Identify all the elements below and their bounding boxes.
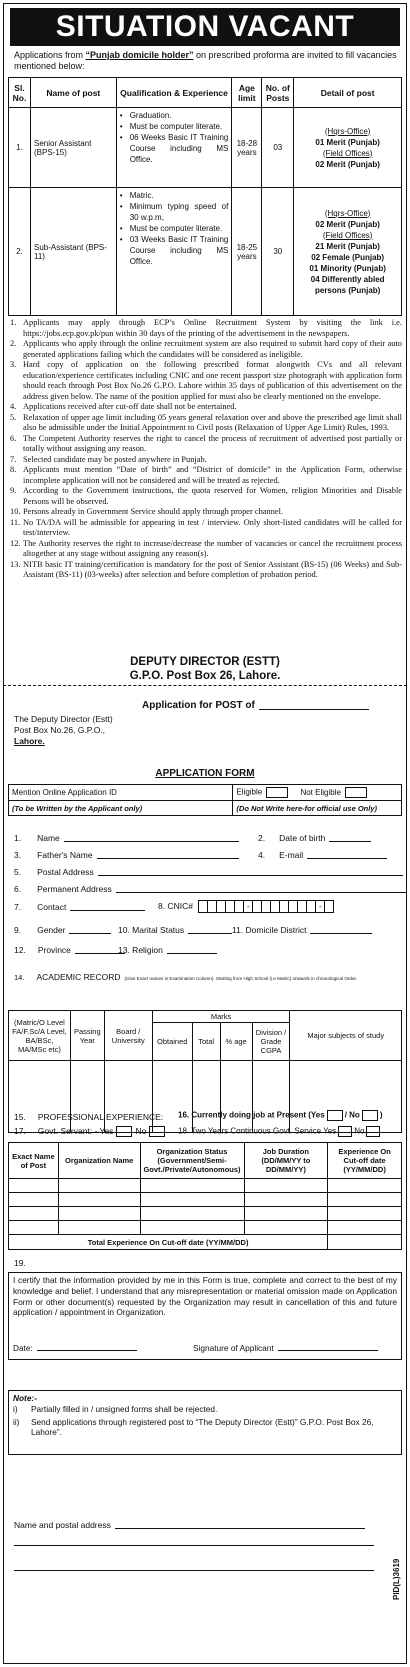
note-number: 9. — [10, 486, 17, 495]
note-item — [10, 434, 402, 455]
note-text: Send applications through registered post to “The Deputy Director (Estt)” G.P.O. Post Box 26, Lahore”. — [31, 1416, 374, 1438]
note-item — [10, 318, 402, 339]
note-item — [10, 360, 402, 402]
field-num: 2. — [258, 833, 266, 843]
field-academic — [14, 972, 357, 982]
field-two-years — [178, 1126, 382, 1137]
note-number: 13. — [10, 559, 21, 569]
signatory-address: G.P.O. Post Box 26, Lahore. — [129, 670, 281, 682]
name-input-line[interactable] — [64, 841, 239, 842]
field-label: PROFESSIONAL EXPERIENCE: — [37, 1112, 164, 1122]
header-age: Age limit — [232, 78, 262, 108]
note-number: 8. — [10, 465, 17, 474]
cell-sl: 2. — [9, 188, 31, 316]
academic-note: (Give Exact names in Examination Column). Starting from High School (i.e Matric) onwards in chronological Order. — [124, 976, 358, 981]
certification-box — [8, 1272, 402, 1360]
application-for-label: Application for POST of — [142, 700, 255, 711]
vacancy-header-row — [9, 78, 402, 108]
address-line-extra[interactable] — [14, 1570, 374, 1571]
acad-h-obt: Obtained — [152, 1023, 192, 1061]
two-years-no-label: No — [354, 1126, 365, 1136]
exp-entry-row[interactable] — [9, 1179, 402, 1193]
govt-yes-box[interactable] — [116, 1126, 132, 1137]
online-id-label: Mention Online Application ID — [12, 788, 117, 797]
field-num: 15. — [14, 1112, 26, 1122]
cell-post: Senior Assistant (BPS-15) — [30, 108, 116, 188]
note-number: 11. — [10, 517, 21, 527]
experience-table — [8, 1142, 402, 1250]
field-19: 19. — [14, 1258, 26, 1268]
applicant-note: (To be Written by the Applicant only) — [9, 801, 233, 816]
acad-h-year: Passing Year — [70, 1011, 104, 1061]
cell-qual — [116, 188, 232, 316]
exp-h-org: Organization Name — [58, 1143, 140, 1179]
field-province — [14, 945, 125, 955]
notes-list — [10, 318, 402, 581]
note-text: Persons already in Government Service should apply through proper channel. — [23, 507, 284, 516]
field-num: 1. — [14, 833, 22, 843]
date-label: Date: — [13, 1343, 33, 1353]
detail-line: 04 Differently abled persons (Punjab) — [310, 274, 385, 295]
note-number: 10. — [10, 507, 21, 516]
acad-h-total: Total — [192, 1023, 220, 1061]
address-line-1: The Deputy Director (Estt) — [14, 714, 113, 724]
qual-item: • 06 Weeks Basic IT Training Course including MS Office. — [120, 132, 229, 165]
qual-item: • Must be computer literate. — [120, 121, 229, 132]
note-number: 4. — [10, 402, 17, 411]
field-label: 8. CNIC# — [158, 900, 193, 911]
note-item — [10, 339, 402, 360]
date-field — [13, 1343, 137, 1354]
cell-num: 03 — [262, 108, 294, 188]
field-label: 10. Marital Status — [118, 925, 185, 935]
field-father — [14, 850, 239, 860]
detail-line: 01 Minority (Punjab) — [309, 263, 386, 273]
name-postal-line[interactable] — [115, 1528, 365, 1529]
note-title: Note:- — [13, 1393, 37, 1403]
cut-line — [3, 685, 407, 686]
exp-h-duration: Job Duration (DD/MM/YY to DD/MM/YY) — [244, 1143, 328, 1179]
note-item — [10, 539, 402, 560]
detail-line: 02 Merit (Punjab) — [315, 219, 380, 229]
field-label: E-mail — [279, 850, 304, 860]
acad-h-subj: Major subjects of study — [290, 1011, 402, 1061]
application-for-post — [142, 700, 369, 711]
cell-sl: 1. — [9, 108, 31, 188]
not-eligible-box[interactable] — [345, 787, 367, 798]
field-num: 9. — [14, 925, 22, 935]
field-permanent — [14, 884, 406, 894]
acad-h-div: Division / Grade CGPA — [252, 1023, 290, 1061]
note-number: 5. — [10, 412, 17, 422]
note-num: ii) — [13, 1416, 20, 1427]
address-line-extra[interactable] — [14, 1545, 374, 1546]
field-label: Province — [37, 945, 71, 955]
field-num: 6. — [14, 884, 22, 894]
note-number: 3. — [10, 360, 17, 369]
form-title: APPLICATION FORM — [155, 768, 255, 779]
exp-total-cell[interactable] — [328, 1235, 402, 1250]
certification-text: I certify that the information provided by me in this Form is true, complete and correct to the best of my knowledge and belief. I understand that any misrepresentation or material omission made on Application Form or other document(s) requested by the Organization may result in cancellation of this and future application / appointment in Organization. — [13, 1275, 397, 1318]
field-marital — [118, 925, 232, 935]
field-experience — [14, 1112, 163, 1122]
cnic-boxes[interactable] — [198, 900, 333, 913]
field-label: 16. Currently doing job at Present (Yes — [178, 1110, 325, 1120]
banner-title: SITUATION VACANT — [10, 8, 400, 46]
field-num: 12. — [14, 945, 26, 955]
note-item-i — [13, 1404, 397, 1415]
official-note: (Do Not Write here-for official use Only) — [233, 801, 402, 816]
note-number: 12. — [10, 538, 21, 548]
field-num: 17. — [14, 1126, 26, 1136]
intro-text — [14, 50, 398, 72]
pid-code: PID(L)3619 — [392, 1558, 401, 1600]
note-text: Selected candidate may be posted anywhere in Punjab. — [23, 454, 207, 464]
note-text: The Authority reserves the right to increase/decrease the number of vacancies or cancel the recruitment process altogether at any stage without assigning any reason(s). — [23, 538, 402, 558]
field-label: Name — [37, 833, 60, 843]
note-number: 7. — [10, 454, 17, 464]
detail-line: (Hqrs-Office) — [324, 126, 371, 136]
note-item — [10, 486, 402, 507]
field-email — [258, 850, 387, 860]
intro-pre: Applications from — [14, 50, 86, 60]
note-num: i) — [13, 1403, 18, 1414]
field-label: 18. Two Years Continuous Govt. Service Yes — [178, 1126, 337, 1136]
current-no-box[interactable] — [362, 1110, 378, 1121]
note-number: 6. — [10, 433, 17, 443]
field-label: Contact — [37, 902, 67, 912]
not-eligible-label: Not Eligible — [300, 787, 341, 797]
signatory-block — [0, 655, 410, 683]
qual-item: • Graduation. — [120, 110, 229, 121]
note-text: Hard copy of application on the following prescribed format alongwith CVs and all relevant education/experience certificates including CNIC and one recent passport size photograph with application form should reach through Post Box No.26 G.P.O. Lahore within 35 days of publication of this advertisement on the address given below. The name of the position applied for must also be clearly mentioned on the envelope. — [23, 360, 402, 401]
online-id-table — [8, 784, 402, 816]
field-dob — [258, 833, 371, 843]
father-input-line[interactable] — [97, 858, 239, 859]
signature-input-line[interactable] — [278, 1350, 378, 1351]
field-name — [14, 833, 239, 843]
current-no-label: / No — [344, 1110, 360, 1120]
cnic-separator-2: - — [315, 900, 325, 913]
detail-line: 01 Merit (Punjab) — [315, 137, 380, 147]
field-domicile — [232, 925, 372, 935]
field-num: 14. — [14, 973, 25, 982]
cell-age: 18-25 years — [232, 188, 262, 316]
detail-line: (Hqrs-Office) — [324, 208, 371, 218]
eligibility-cell — [233, 785, 402, 801]
vacancy-row — [9, 188, 402, 316]
current-close: ) — [379, 1110, 383, 1120]
field-num: 5. — [14, 867, 22, 877]
detail-line: (Field Offices) — [322, 148, 373, 158]
note-text: Partially filled in / unsigned forms shall be rejected. — [31, 1403, 218, 1414]
govt-no-box[interactable] — [149, 1126, 165, 1137]
cell-detail — [294, 108, 402, 188]
exp-entry-row[interactable] — [9, 1193, 402, 1207]
address-line-3: Lahore. — [14, 736, 45, 746]
note-text: The Competent Authority reserves the right to cancel the process of recruitment of advertised post partially or totally without assigning any reason. — [23, 433, 402, 453]
detail-line: 02 Merit (Punjab) — [315, 159, 380, 169]
field-contact — [14, 902, 145, 912]
qual-item: • Matric. — [120, 190, 229, 201]
note-item — [10, 560, 402, 581]
qual-item: • 03 Weeks Basic IT Training Course including MS Office. — [120, 234, 229, 267]
header-sl: Sl. No. — [9, 78, 31, 108]
exp-total-label: Total Experience On Cut-off date (YY/MM/DD) — [9, 1235, 328, 1250]
field-num: 3. — [14, 850, 22, 860]
signature-label: Signature of Applicant — [193, 1343, 274, 1353]
detail-line: (Field Offices) — [322, 230, 373, 240]
eligible-label: Eligible — [236, 787, 263, 797]
field-govt-servant — [14, 1126, 168, 1137]
field-label: Gender — [37, 925, 66, 935]
cnic-separator-1: - — [243, 900, 253, 913]
field-label: Father's Name — [37, 850, 93, 860]
govt-no-label: No — [135, 1126, 147, 1136]
note-text: Applicants who apply through the online recruitment system are also required to submit hard copy of their auto generated applications failing which the candidates will be considered as ineligible. — [23, 339, 402, 359]
recipient-address — [14, 714, 113, 747]
date-input-line[interactable] — [37, 1350, 137, 1351]
note-text: According to the Government instructions, the quota reserved for Women, religion Minorities and Disable Persons will be observed. — [23, 486, 402, 506]
field-label: 13. Religion — [118, 945, 163, 955]
field-label: Postal Address — [37, 867, 94, 877]
note-item — [10, 465, 402, 486]
current-yes-box[interactable] — [327, 1110, 343, 1121]
vacancy-row — [9, 108, 402, 188]
intro-domicile: “Punjab domicile holder” — [85, 50, 194, 60]
note-text: Applications received after cut-off date shall not be entertained. — [23, 402, 237, 411]
exp-h-post: Exact Name of Post — [9, 1143, 59, 1179]
note-text: NITB basic IT training/certification is mandatory for the post of Senior Assistant (BS-15) (06 Weeks) and Sub-Assistant (BS-11) (03-weeks) after selection and before completion of probation period. — [23, 559, 402, 579]
field-current-job — [178, 1110, 382, 1121]
field-postal — [14, 867, 403, 877]
field-label: 11. Domicile District — [232, 925, 307, 935]
cell-post: Sub-Assistant (BPS-11) — [30, 188, 116, 316]
acad-h-exam: (Matric/O Level FA/F.Sc/A Level, BA/BSc, MA/MSc etc) — [9, 1011, 71, 1061]
field-label: ACADEMIC RECORD — [36, 972, 121, 982]
qual-item: • Minimum typing speed of 30 w.p.m, — [120, 201, 229, 223]
note-text: Applicants must mention “Date of birth” and “District of domicile” in the Application Form, otherwise incomplete application will not be considered and will be treated as rejected. — [23, 465, 402, 485]
acad-h-board: Board / University — [104, 1011, 152, 1061]
signature-field — [193, 1343, 378, 1354]
cell-qual — [116, 108, 232, 188]
cell-num: 30 — [262, 188, 294, 316]
religion-input-line[interactable] — [167, 953, 217, 954]
exp-entry-row[interactable] — [9, 1221, 402, 1235]
header-num: No. of Posts — [262, 78, 294, 108]
note-item — [10, 413, 402, 434]
online-id-cell[interactable] — [9, 785, 233, 801]
note-text: No TA/DA will be admissible for appearing in test / interview. Only short-listed candidates will be called for test/interview. — [23, 517, 402, 537]
note-text: Applicants may apply through ECP’s Online Recruitment System by visiting the link i.e. https://jobs.ecp.gov.pk/pun within 30 days of the printing of the advertisement in the newspapers. — [23, 318, 402, 338]
cell-age: 18-28 years — [232, 108, 262, 188]
note-item — [10, 518, 402, 539]
field-num: 4. — [258, 850, 266, 860]
postal-input-line[interactable] — [98, 875, 403, 876]
note-item-ii — [13, 1417, 397, 1439]
header-detail: Detail of post — [294, 78, 402, 108]
note-box — [8, 1390, 402, 1455]
field-label: Permanent Address — [37, 884, 112, 894]
exp-h-status: Organization Status (Government/Semi-Govt./Private/Autonomous) — [140, 1143, 244, 1179]
exp-entry-row[interactable] — [9, 1207, 402, 1221]
acad-h-marks: Marks — [152, 1011, 290, 1023]
post-name-line[interactable] — [259, 709, 369, 710]
note-number: 2. — [10, 339, 17, 348]
note-number: 1. — [10, 318, 17, 327]
header-qual: Qualification & Experience — [116, 78, 232, 108]
email-input-line[interactable] — [307, 858, 387, 859]
name-postal-label: Name and postal address — [14, 1520, 111, 1530]
permanent-input-line[interactable] — [116, 892, 406, 893]
note-text: Relaxation of upper age limit including 05 years general relaxation over and above the prescribed age limit shall also be admissible under the Initial Appointment to Civil posts (Relaxation of Upper Age Limit) Rules, 1993. — [23, 412, 402, 432]
note-item — [10, 507, 402, 518]
field-gender — [14, 925, 111, 935]
signatory-title: DEPUTY DIRECTOR (ESTT) — [130, 656, 280, 668]
two-years-yes-box[interactable] — [338, 1126, 352, 1137]
exp-h-cutoff: Experience On Cut-off date (YY/MM/DD) — [328, 1143, 402, 1179]
detail-line: 21 Merit (Punjab) — [315, 241, 380, 251]
address-line-2: Post Box No.26, G.P.O., — [14, 725, 106, 735]
marital-input-line[interactable] — [188, 933, 232, 934]
field-religion — [118, 945, 217, 955]
contact-input-line[interactable] — [70, 910, 145, 911]
domicile-input-line[interactable] — [310, 933, 372, 934]
gender-input-line[interactable] — [69, 933, 111, 934]
vacancy-table — [8, 77, 402, 316]
intro-post: on prescribed proforma are invited to fill vacancies mentioned below: — [14, 50, 397, 71]
field-name-postal — [14, 1520, 365, 1530]
note-item — [10, 402, 402, 413]
field-cnic — [158, 900, 333, 913]
eligible-box[interactable] — [266, 787, 288, 798]
two-years-no-box[interactable] — [366, 1126, 380, 1137]
field-num: 7. — [14, 902, 22, 912]
qual-item: • Must be computer literate. — [120, 223, 229, 234]
cell-detail — [294, 188, 402, 316]
acad-h-pct: % age — [220, 1023, 252, 1061]
dob-input-line[interactable] — [329, 841, 371, 842]
detail-line: 02 Female (Punjab) — [311, 252, 385, 262]
field-label: Date of birth — [279, 833, 326, 843]
header-post: Name of post — [30, 78, 116, 108]
note-item — [10, 455, 402, 466]
field-label: Govt. Servant: - Yes — [37, 1126, 114, 1136]
